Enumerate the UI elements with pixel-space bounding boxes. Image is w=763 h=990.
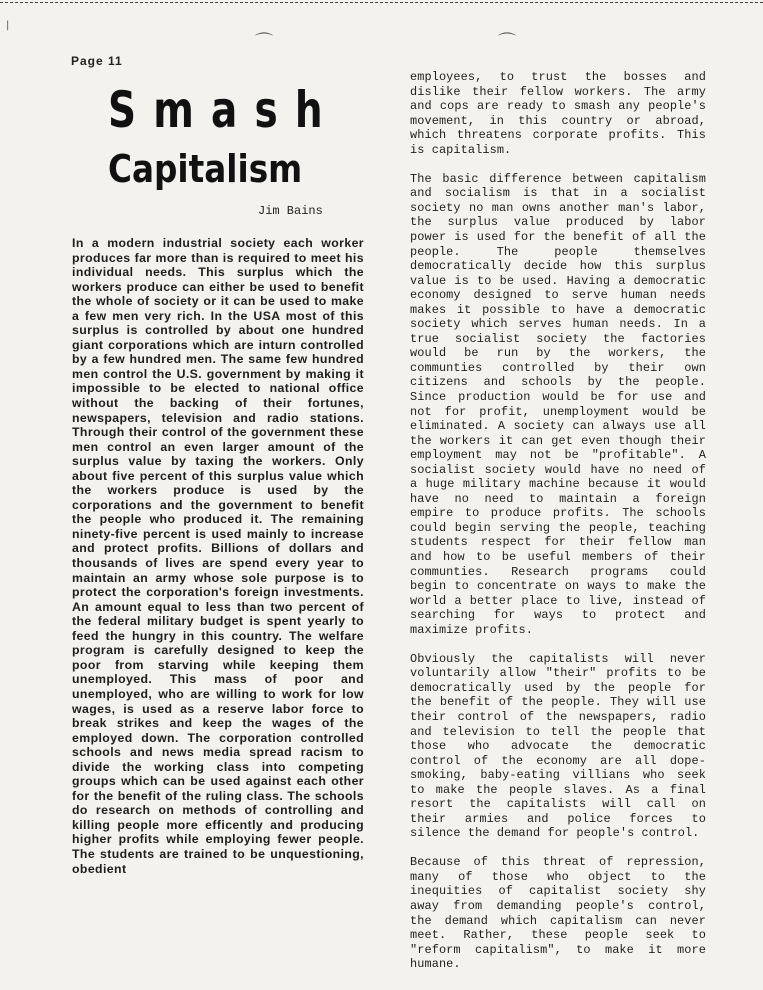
body-paragraph: In a modern industrial society each worker produces far more than is required to meet his individual needs. This surplus which the workers produce can either be used to benefit the whole of society or it can be used to make a few men very rich. In the USA most of this surplus is controlled by about one hundred giant corporations which are inturn controlled by a few hundred men. The same few hundred men control the U.S. government by making it impossible to be elected to national office without the backing of their fortunes, newspapers, television and radio stations. Through their control of the government these men control an even larger amount of the surplus value by taxing the workers. Only about five percent of this surplus value which the workers produce is used by the corporations and the government to benefit the people who produced it. The remaining ninety-five percent is used mainly to increase and protect profits. Billions of dollars and thousands of lives are spend every year to maintain an army whose sole purpose is to protect the corporation's foreign investments. An amount equal to less than two percent of the federal military budget is spent yearly to feed the hungry in this country. The welfare program is carefully designed to keep the poor from starving while keeping them unemployed. This mass of poor and unemployed, who are willing to work for low wages, is used as a reserve labor force to break strikes and keep the wages of the employed down. The corporation controlled schools and news media spread racism to divide the working class into competing groups which can be used against each other for the benefit of the ruling class. The schools do research on methods of controlling and killing people more efficently and producing higher profits while employing fewer people. The students are trained to be unquestioning, obedient (72, 236, 364, 876)
page-number: Page 11 (71, 54, 123, 68)
body-paragraph: Because of this threat of repression, many of those who object to the inequities of capitalist society shy away from demanding people's control, the demand which capitalism can never meet. Rather, these people seek to "reform capitalism", to make it more humane. (410, 855, 706, 972)
body-paragraph: The basic difference between capitalism and socialism is that in a socialist society no man owns another man's labor, the surplus value produced by labor power is used for the benefit of all the people. The people themselves democratically decide how this surplus value is to be used. Having a democratic economy designed to serve human needs makes it possible to have a democratic society which serves human needs. In a true socialist society the factories would be run by the workers, the communties controlled by their own citizens and schools by the people. Since production would be for use and not for profit, unemployment would be eliminated. A society can always use all the workers it can get even though their employment may not be "profitable". A socialist society would have no need of a huge military machine because it would have no need to maintain a foreign empire to produce profits. The schools could begin serving the people, teaching students respect for their fellow man and how to be useful members of their communties. Research programs could begin to concentrate on ways to make the world a better place to live, instead of searching for ways to protect and maximize profits. (410, 171, 706, 637)
scan-mark: ⌒ (498, 32, 516, 53)
author-byline: Jim Bains (258, 204, 323, 218)
headline-line-2: Capitalism (108, 147, 303, 191)
headline-line-1: Smash (108, 81, 340, 139)
body-paragraph: employees, to trust the bosses and dislike their fellow workers. The army and cops are ready to smash any people's movement, in this country or abroad, which threatens corporate profits. This is capitalism. (410, 70, 706, 157)
scan-top-edge (0, 2, 763, 3)
right-column (410, 70, 706, 986)
scan-mark: ⌒ (255, 32, 273, 53)
scan-mark: | (6, 20, 10, 31)
body-paragraph: Obviously the capitalists will never voluntarily allow "their" profits to be democratically used by the people for the benefit of the people. They will use their control of the newspapers, radio and television to tell the people that those who advocate the democratic control of the economy are all dope-smoking, baby-eating villians who seek to make the people slaves. As a final resort the capitalists will call on their armies and police forces to silence the demand for people's control. (410, 651, 706, 841)
left-column (72, 236, 364, 876)
